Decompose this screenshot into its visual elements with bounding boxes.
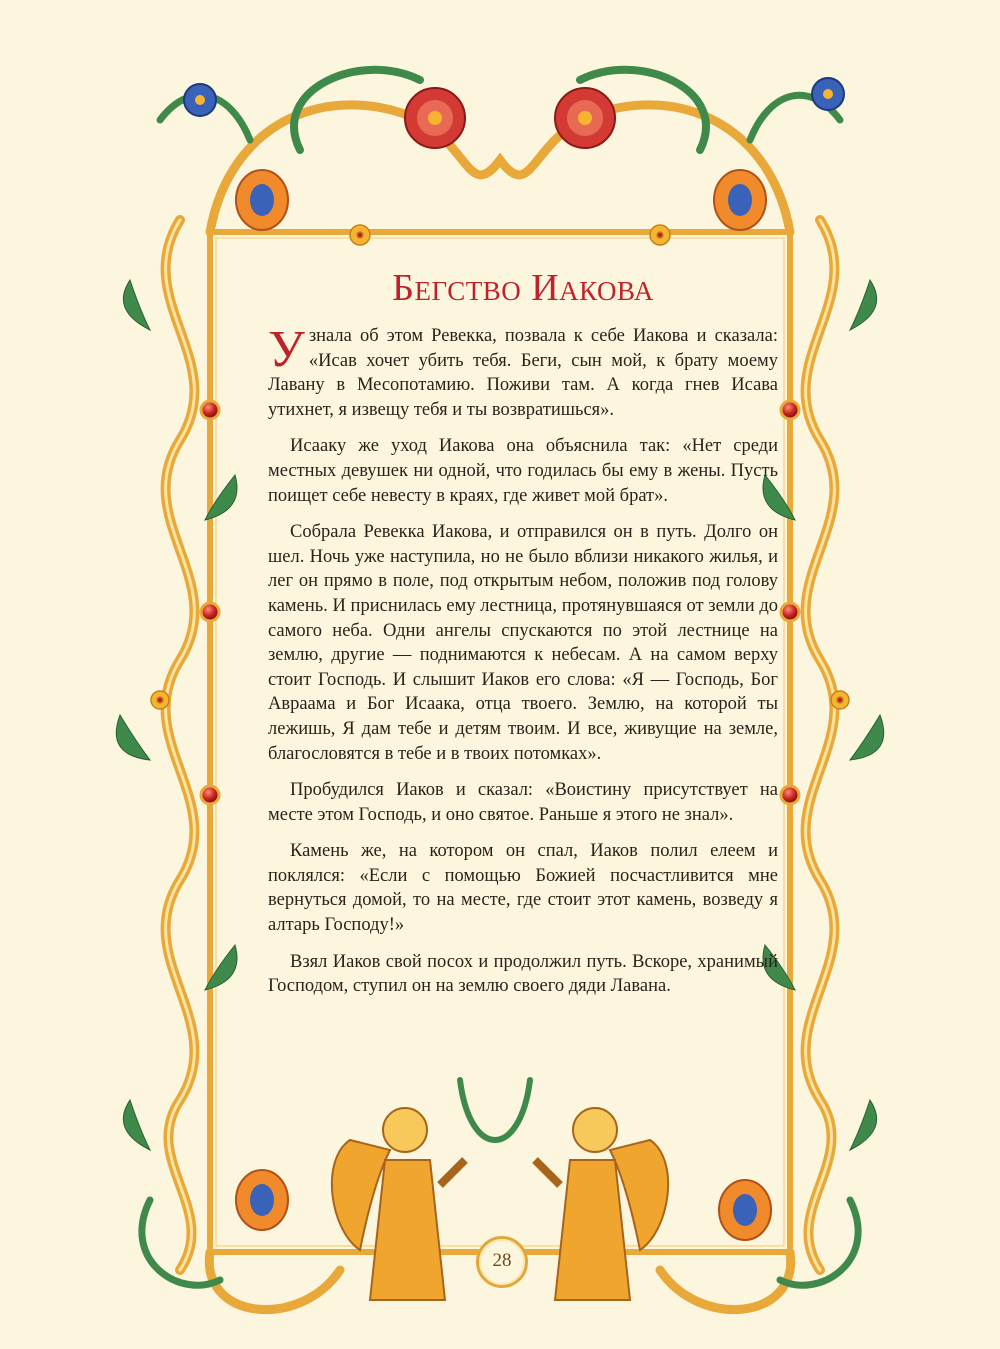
- paragraph: Собрала Ревекка Иакова, и отправился он в путь. Долго он шел. Ночь уже наступила, но не было вблизи никакого жилья, и лег он прямо в поле, под открытым небом, положив под голову камень. И приснилась ему лестница, протянувшаяся от земли до самого неба. Одни ангелы спускаются по этой лестнице на землю, другие — поднимаются к небесам. А на самом верху стоит Господь. И слышит Иаков его слова: «Я — Господь, Бог Авраама и Бог Исаака, отца твоего. Землю, на которой ты лежишь, Я дам тебе и детям твоим. И все, живущие на земле, благословятся в тебе и в твоих потомках».: [268, 522, 778, 764]
- paragraph: Камень же, на котором он спал, Иаков полил елеем и поклялся: «Если с помощью Божией посчастливится мне вернуться домой, то на месте, где стоит этот камень, возведу я алтарь Господу!»: [268, 841, 778, 936]
- drop-cap: У: [268, 321, 305, 378]
- page-title: Бегство Иакова: [392, 267, 654, 309]
- story-text: [268, 266, 778, 1011]
- paragraph: Пробудился Иаков и сказал: «Воистину присутствует на месте этом Господь, и оно святое. Раньше я этого не знал».: [268, 780, 778, 825]
- page-number: 28: [476, 1236, 528, 1288]
- paragraph: [268, 321, 778, 422]
- angel-figure-right: [535, 1108, 668, 1300]
- angel-figure-left: [332, 1108, 465, 1300]
- paragraph: Исааку же уход Иакова она объяснила так: «Нет среди местных девушек ни одной, что годилась бы ему в жены. Пусть поищет себе невесту в краях, где живет мой брат».: [268, 436, 778, 506]
- blue-flower-icon: [184, 78, 844, 116]
- paragraph: Взял Иаков свой посох и продолжил путь. Вскоре, хранимый Господом, ступил он на землю своего дяди Лавана.: [268, 951, 778, 997]
- rose-icon: [555, 88, 615, 148]
- rose-icon: [405, 88, 465, 148]
- paragraph-text: знала об этом Ревекка, позвала к себе Иакова и сказала: «Исав хочет убить тебя. Беги, сын мой, к брату моему Лавану в Месопотамию. Поживи там. А когда гнев Исава утихнет, я извещу тебя и ты возвратишься».: [268, 326, 778, 420]
